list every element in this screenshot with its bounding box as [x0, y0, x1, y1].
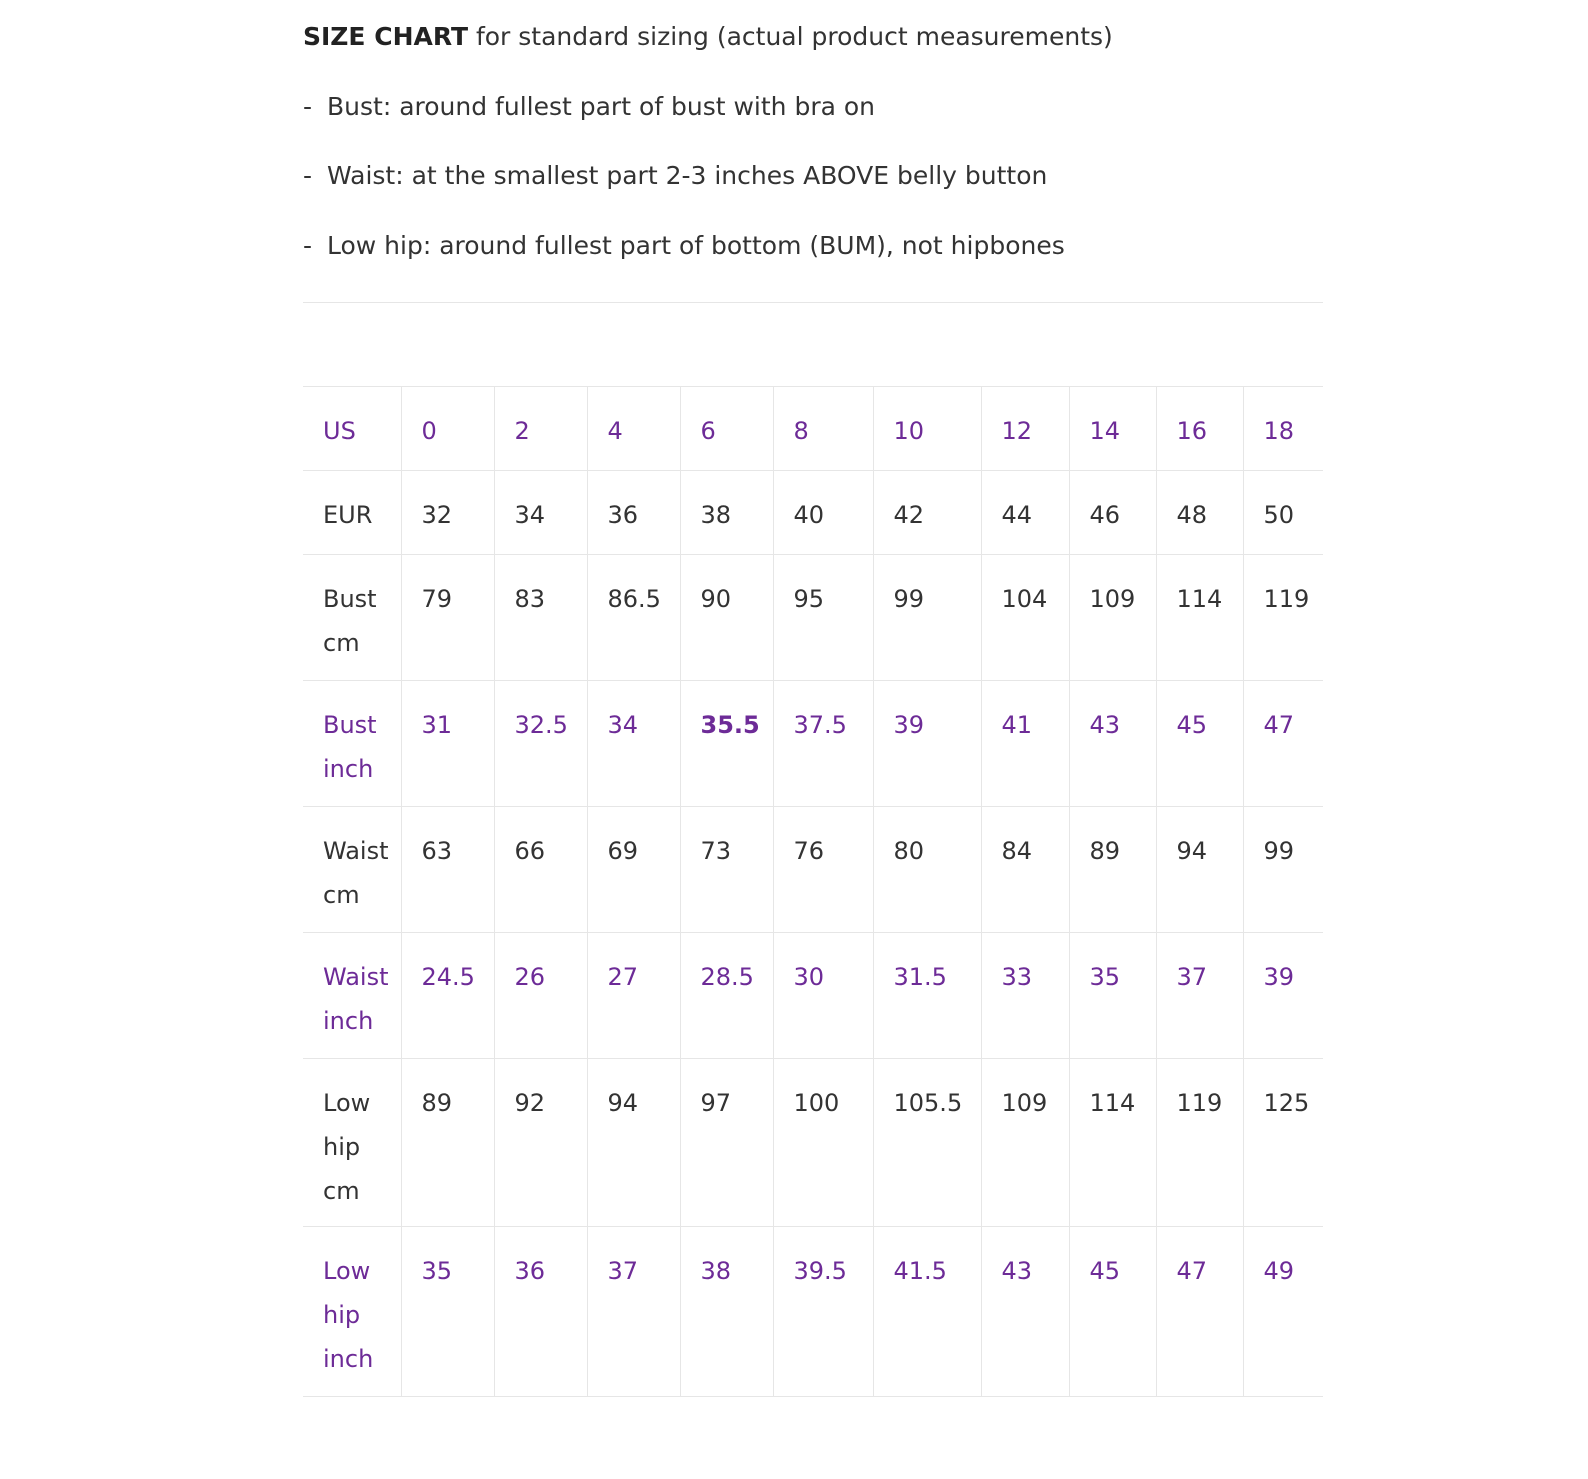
row-label: Waist cm: [303, 807, 401, 933]
size-chart-title-rest: for standard sizing (actual product measurements): [468, 22, 1113, 51]
table-cell: 38: [680, 471, 773, 555]
table-cell: 45: [1156, 681, 1243, 807]
note-text: Low hip: around fullest part of bottom (BUM), not hipbones: [327, 231, 1065, 260]
table-cell: 32: [401, 471, 494, 555]
table-cell: 35: [1069, 933, 1156, 1059]
table-cell: 33: [981, 933, 1069, 1059]
table-cell: 80: [873, 807, 981, 933]
table-cell: 119: [1243, 555, 1323, 681]
table-cell: 34: [587, 681, 680, 807]
row-waist-cm: [303, 807, 1323, 933]
table-cell: 30: [773, 933, 873, 1059]
table-cell: 37: [587, 1227, 680, 1397]
row-label: US: [303, 387, 401, 471]
row-label: EUR: [303, 471, 401, 555]
divider: [303, 302, 1323, 303]
row-label: Bust inch: [303, 681, 401, 807]
table-cell: 49: [1243, 1227, 1323, 1397]
table-cell: 42: [873, 471, 981, 555]
table-cell: 47: [1156, 1227, 1243, 1397]
row-us: [303, 387, 1323, 471]
table-cell: 99: [873, 555, 981, 681]
note-bullet: -: [303, 161, 313, 190]
table-cell: 28.5: [680, 933, 773, 1059]
size-table: [303, 386, 1323, 1397]
note-bullet: -: [303, 231, 313, 260]
table-cell: 2: [494, 387, 587, 471]
table-cell: 66: [494, 807, 587, 933]
table-cell: 43: [981, 1227, 1069, 1397]
table-cell: 119: [1156, 1059, 1243, 1227]
table-cell: 46: [1069, 471, 1156, 555]
table-cell: 10: [873, 387, 981, 471]
table-cell: 45: [1069, 1227, 1156, 1397]
table-cell: 4: [587, 387, 680, 471]
note-waist: [303, 161, 1047, 190]
row-low-hip-cm: [303, 1059, 1323, 1227]
table-cell: 69: [587, 807, 680, 933]
table-cell: 27: [587, 933, 680, 1059]
table-cell: 89: [1069, 807, 1156, 933]
table-cell: 43: [1069, 681, 1156, 807]
table-cell: 50: [1243, 471, 1323, 555]
table-cell: 14: [1069, 387, 1156, 471]
row-bust-cm: [303, 555, 1323, 681]
row-bust-inch: [303, 681, 1323, 807]
note-text: Waist: at the smallest part 2-3 inches ABOVE belly button: [327, 161, 1048, 190]
table-cell: 34: [494, 471, 587, 555]
table-cell: 37.5: [773, 681, 873, 807]
table-cell: 104: [981, 555, 1069, 681]
table-cell: 44: [981, 471, 1069, 555]
row-label: Low hip cm: [303, 1059, 401, 1227]
table-cell: 94: [587, 1059, 680, 1227]
table-cell: 48: [1156, 471, 1243, 555]
table-cell: 31: [401, 681, 494, 807]
table-cell: 114: [1156, 555, 1243, 681]
table-cell: 41: [981, 681, 1069, 807]
table-cell: 95: [773, 555, 873, 681]
table-cell: 97: [680, 1059, 773, 1227]
table-cell: 35: [401, 1227, 494, 1397]
table-cell: 47: [1243, 681, 1323, 807]
table-cell: 125: [1243, 1059, 1323, 1227]
table-cell: 26: [494, 933, 587, 1059]
table-cell: 38: [680, 1227, 773, 1397]
table-cell: 109: [981, 1059, 1069, 1227]
table-cell: 114: [1069, 1059, 1156, 1227]
table-cell: 99: [1243, 807, 1323, 933]
row-low-hip-inch: [303, 1227, 1323, 1397]
table-cell: 105.5: [873, 1059, 981, 1227]
table-cell: 84: [981, 807, 1069, 933]
table-cell: 12: [981, 387, 1069, 471]
table-cell: 31.5: [873, 933, 981, 1059]
table-cell: 73: [680, 807, 773, 933]
table-cell: 90: [680, 555, 773, 681]
size-chart-title-bold: SIZE CHART: [303, 22, 469, 51]
table-cell: 6: [680, 387, 773, 471]
note-low-hip: [303, 231, 1065, 260]
note-bust: [303, 92, 875, 121]
table-cell: 41.5: [873, 1227, 981, 1397]
row-label: Bust cm: [303, 555, 401, 681]
table-cell: 24.5: [401, 933, 494, 1059]
table-cell: 63: [401, 807, 494, 933]
table-cell: 39: [873, 681, 981, 807]
table-cell: 94: [1156, 807, 1243, 933]
table-cell: 40: [773, 471, 873, 555]
table-cell: 39.5: [773, 1227, 873, 1397]
size-chart-heading: [303, 22, 1113, 51]
table-cell: 79: [401, 555, 494, 681]
table-cell: 0: [401, 387, 494, 471]
table-cell: 36: [494, 1227, 587, 1397]
table-cell: 109: [1069, 555, 1156, 681]
note-text: Bust: around fullest part of bust with bra on: [327, 92, 876, 121]
table-cell: 8: [773, 387, 873, 471]
table-cell: 18: [1243, 387, 1323, 471]
row-waist-inch: [303, 933, 1323, 1059]
table-cell: 100: [773, 1059, 873, 1227]
table-cell: 37: [1156, 933, 1243, 1059]
table-cell: 86.5: [587, 555, 680, 681]
table-cell: 32.5: [494, 681, 587, 807]
table-cell: 35.5: [680, 681, 773, 807]
row-eur: [303, 471, 1323, 555]
table-cell: 36: [587, 471, 680, 555]
table-cell: 39: [1243, 933, 1323, 1059]
table-cell: 76: [773, 807, 873, 933]
table-cell: 89: [401, 1059, 494, 1227]
row-label: Low hip inch: [303, 1227, 401, 1397]
note-bullet: -: [303, 92, 313, 121]
table-cell: 83: [494, 555, 587, 681]
table-cell: 16: [1156, 387, 1243, 471]
table-cell: 92: [494, 1059, 587, 1227]
row-label: Waist inch: [303, 933, 401, 1059]
